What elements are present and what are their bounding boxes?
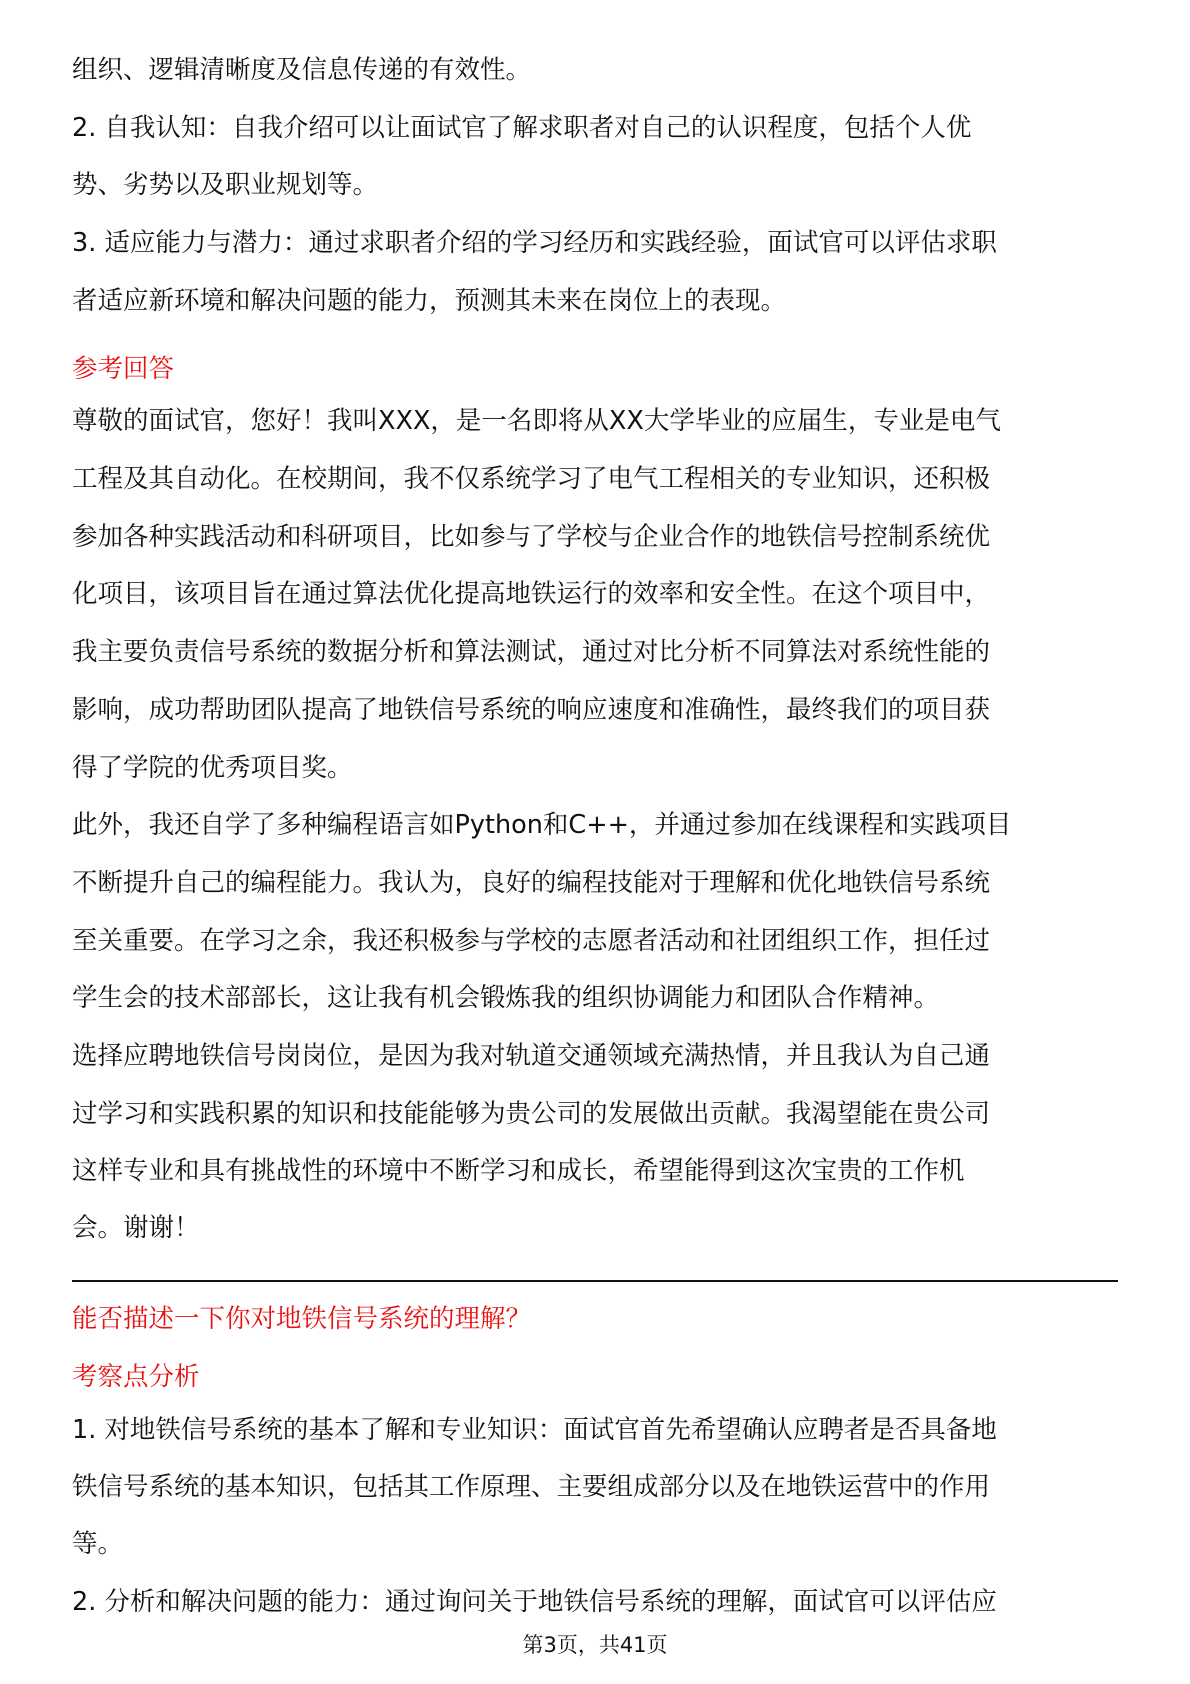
answer-line: 影响，成功帮助团队提高了地铁信号系统的响应速度和准确性，最终我们的项目获 [72, 695, 991, 725]
text-line: 势、劣势以及职业规划等。 [72, 170, 379, 200]
answer-line: 参加各种实践活动和科研项目，比如参与了学校与企业合作的地铁信号控制系统优 [72, 522, 991, 552]
answer-line: 选择应聘地铁信号岗岗位，是因为我对轨道交通领域充满热情，并且我认为自己通 [72, 1041, 991, 1071]
answer-line: 过学习和实践积累的知识和技能能够为贵公司的发展做出贡献。我渴望能在贵公司 [72, 1099, 991, 1129]
text-line: 3. 适应能力与潜力：通过求职者介绍的学习经历和实践经验，面试官可以评估求职 [72, 228, 997, 258]
analysis-line: 铁信号系统的基本知识，包括其工作原理、主要组成部分以及在地铁运营中的作用 [72, 1472, 991, 1502]
section-divider [72, 1280, 1118, 1282]
analysis-line: 等。 [72, 1529, 124, 1559]
answer-line: 尊敬的面试官，您好！我叫XXX，是一名即将从XX大学毕业的应届生，专业是电气 [72, 406, 1001, 436]
answer-line: 这样专业和具有挑战性的环境中不断学习和成长，希望能得到这次宝贵的工作机 [72, 1156, 965, 1186]
analysis-line: 2. 分析和解决问题的能力：通过询问关于地铁信号系统的理解，面试官可以评估应 [72, 1587, 997, 1617]
text-line: 2. 自我认知：自我介绍可以让面试官了解求职者对自己的认识程度，包括个人优 [72, 113, 972, 143]
answer-line: 化项目，该项目旨在通过算法优化提高地铁运行的效率和安全性。在这个项目中， [72, 579, 991, 609]
page-number: 第3页，共41页 [522, 1633, 668, 1657]
answer-line: 得了学院的优秀项目奖。 [72, 753, 353, 783]
answer-line: 会。谢谢！ [72, 1213, 200, 1243]
answer-line: 学生会的技术部部长，这让我有机会锻炼我的组织协调能力和团队合作精神。 [72, 983, 940, 1013]
answer-line: 工程及其自动化。在校期间，我不仅系统学习了电气工程相关的专业知识，还积极 [72, 464, 991, 494]
analysis-heading: 考察点分析 [72, 1362, 200, 1392]
text-line: 组织、逻辑清晰度及信息传递的有效性。 [72, 55, 532, 85]
analysis-line: 1. 对地铁信号系统的基本了解和专业知识：面试官首先希望确认应聘者是否具备地 [72, 1415, 997, 1445]
question-heading: 能否描述一下你对地铁信号系统的理解？ [72, 1304, 532, 1334]
answer-line: 此外，我还自学了多种编程语言如Python和C++，并通过参加在线课程和实践项目 [72, 810, 1012, 840]
answer-line: 我主要负责信号系统的数据分析和算法测试，通过对比分析不同算法对系统性能的 [72, 637, 991, 667]
text-line: 者适应新环境和解决问题的能力，预测其未来在岗位上的表现。 [72, 286, 787, 316]
answer-heading: 参考回答 [72, 354, 175, 384]
answer-line: 不断提升自己的编程能力。我认为，良好的编程技能对于理解和优化地铁信号系统 [72, 868, 991, 898]
answer-line: 至关重要。在学习之余，我还积极参与学校的志愿者活动和社团组织工作，担任过 [72, 926, 991, 956]
